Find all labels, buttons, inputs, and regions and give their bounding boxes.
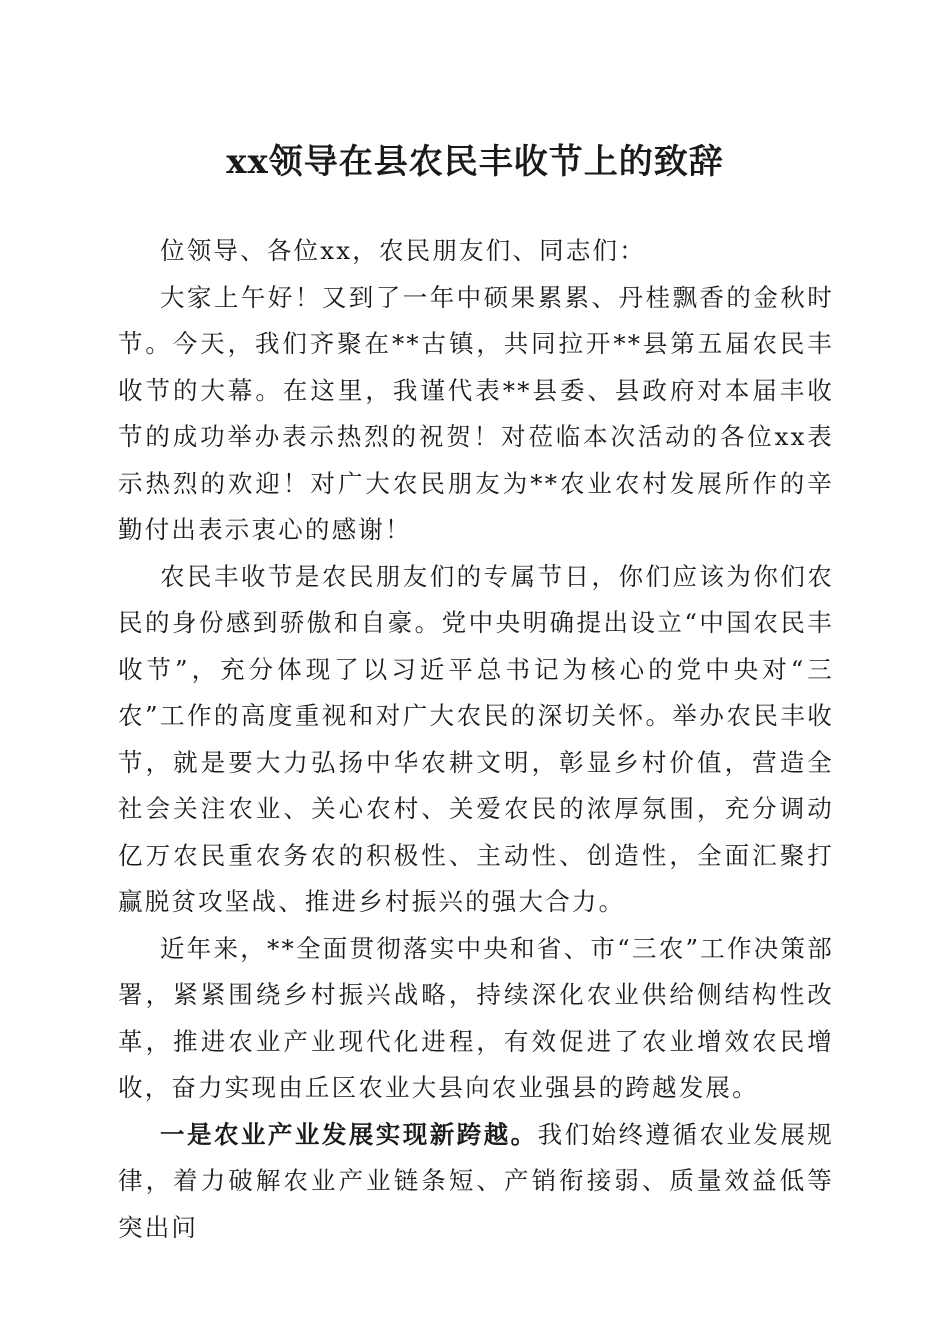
salutation: 位领导、各位xx，农民朋友们、同志们： (160, 236, 646, 265)
paragraph-greeting: 大家上午好！又到了一年中硕果累累、丹桂飘香的金秋时节。今天，我们齐聚在**古镇，共同拉开**县第五届农民丰收节的大幕。在这里，我谨代表**县委、县政府对本届丰收节的成功举办表示热烈的祝贺！对莅临本次活动的各位xx表示热烈的欢迎！对广大农民朋友为**农业农村发展所作的辛勤付出表示衷心的感谢！ (118, 282, 834, 544)
paragraph-industry-development (118, 1112, 834, 1252)
paragraph-festival-significance: 农民丰收节是农民朋友们的专属节日，你们应该为你们农民的身份感到骄傲和自豪。党中央明确提出设立“中国农民丰收节”，充分体现了以习近平总书记为核心的党中央对“三农”工作的高度重视和对广大农民的深切关怀。举办农民丰收节，就是要大力弘扬中华农耕文明，彰显乡村价值，营造全社会关注农业、关心农村、关爱农民的浓厚氛围，充分调动亿万农民重农务农的积极性、主动性、创造性，全面汇聚打赢脱贫攻坚战、推进乡村振兴的强大合力。 (118, 561, 834, 916)
page-title: xx领导在县农民丰收节上的致辞 (226, 142, 724, 182)
paragraph-lead-heading: 一是农业产业发展实现新跨越。 (160, 1119, 538, 1149)
paragraph-recent-years: 近年来，**全面贯彻落实中央和省、市“三农”工作决策部署，紧紧围绕乡村振兴战略，持续深化农业供给侧结构性改革，推进农业产业现代化进程，有效促进了农业增效农民增收，奋力实现由丘区农业大县向农业强县的跨越发展。 (118, 933, 834, 1102)
document-body (118, 228, 834, 1251)
paragraph-lead-text: 我们始终遵循农业发展规律，着力破解农业产业链条短、产销衔接弱、质量效益低等突出问 (118, 1119, 834, 1242)
